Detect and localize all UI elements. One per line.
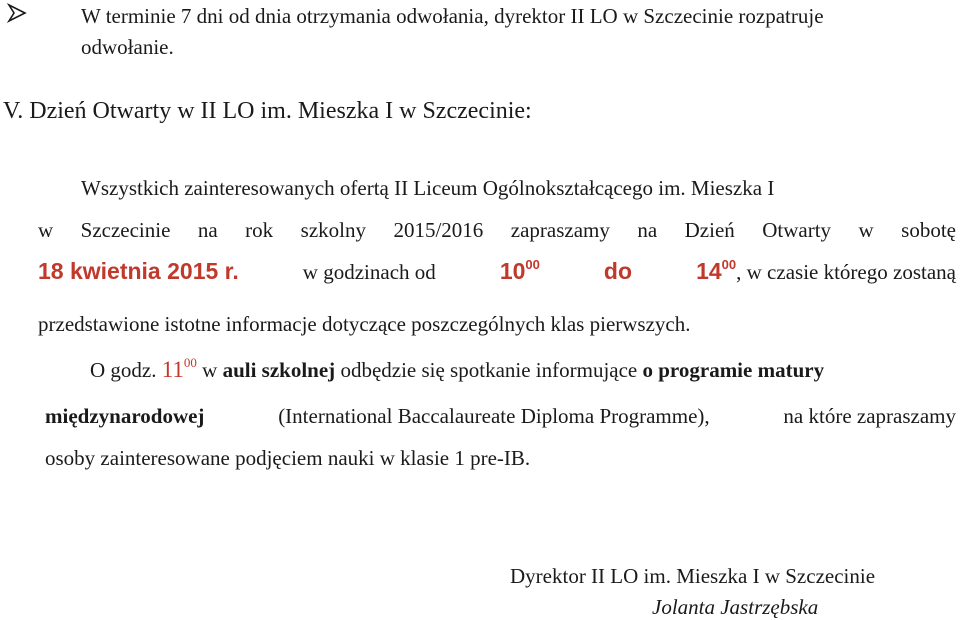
paragraph1-line-3 [38,258,956,285]
signature-title: Dyrektor II LO im. Mieszka I w Szczecinie [510,564,876,588]
end-time-group [696,258,956,285]
start-time: $10^{00}$ [499,257,540,284]
paragraph1-line-1: Wszystkich zainteresowanych ofertą II Liceum Ogólnokształcącego im. Mieszka I [81,176,775,200]
bullet-text-line-1: W terminie 7 dni od dnia otrzymania odwołania, dyrektor II LO w Szczecinie rozpatruje [81,4,824,28]
meeting-place: auli szkolnej [222,358,336,382]
meeting-topic-cont: międzynarodowej [45,404,205,428]
paragraph1-line-4: przedstawione istotne informacje dotyczące poszczególnych klas pierwszych. [38,312,691,336]
paragraph2-line-2: międzynarodowej (International Baccalaureate Diploma Programme), na które zapraszamy [45,404,956,428]
paragraph1-line-2: w Szczecinie na rok szkolny 2015/2016 zapraszamy na Dzień Otwarty w sobotę [38,218,956,242]
end-time: $14^{00}$ [696,257,737,284]
to-word: do [603,258,633,284]
section-heading: V. Dzień Otwarty w II LO im. Mieszka I w Szczecinie: [3,98,532,124]
paragraph2-line-1: O godz. $11^{00}$ w auli szkolnej odbędzie się spotkanie informujące o programie matury [90,355,825,382]
arrowhead-bullet-icon [6,2,28,24]
paragraph1-hours-label: w godzinach od [302,260,436,284]
ib-programme: (International Baccalaureate Diploma Programme), [278,404,710,428]
open-day-date: 18 kwietnia 2015 r. [38,258,239,284]
meeting-topic: o programie matury [642,358,825,382]
meeting-time: $11^{00}$ [161,355,197,382]
signature-name: Jolanta Jastrzębska [652,595,819,619]
paragraph2-line-3: osoby zainteresowane podjęciem nauki w klasie 1 pre-IB. [45,446,531,470]
paragraph1-line-3-tail: , w czasie którego zostaną [736,260,956,284]
bullet-text-line-2: odwołanie. [81,35,174,59]
